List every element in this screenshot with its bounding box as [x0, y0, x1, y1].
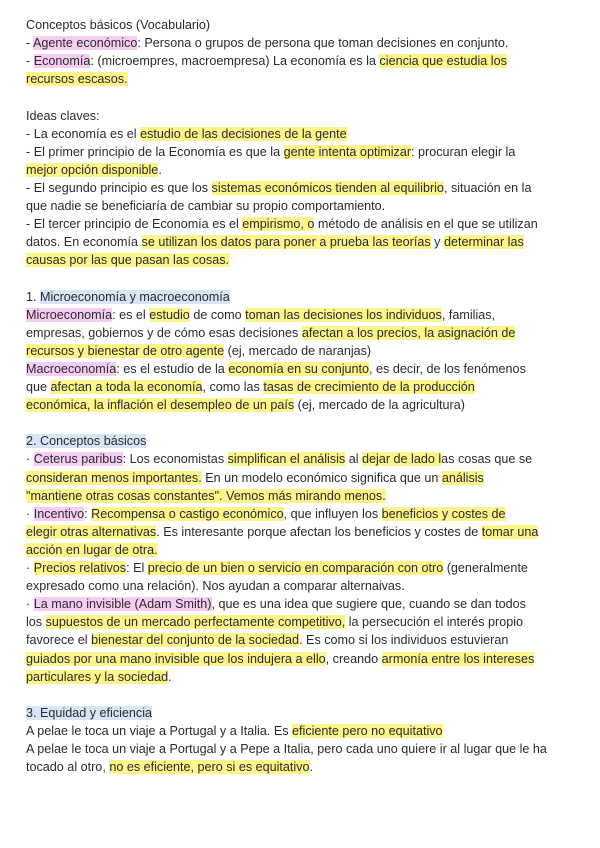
highlighted-text: beneficios y costes de	[381, 506, 506, 521]
plain-text: y	[430, 235, 444, 250]
text-line	[26, 722, 443, 740]
highlighted-text: Recompensa o castigo económico	[91, 506, 284, 521]
text-line	[26, 631, 508, 649]
plain-text: : El	[126, 561, 148, 575]
plain-text: : (microempres, macroempresa) La economía es la	[90, 54, 380, 69]
term-highlight: Economía	[33, 54, 91, 69]
plain-text: , que es una idea que sugiere que, cuando se dan todos	[211, 597, 526, 612]
term-highlight: La mano invisible (Adam Smith)	[33, 597, 212, 612]
highlighted-text: elegir otras alternativas	[26, 524, 157, 539]
text-line	[26, 251, 229, 269]
highlighted-text: "mantiene otras cosas constantes". Vemos más mirando menos.	[26, 488, 386, 503]
text-line	[26, 740, 547, 758]
plain-text: al	[345, 452, 363, 467]
highlighted-text: estudio	[149, 307, 190, 322]
text-line	[26, 541, 158, 559]
highlighted-text: análisis	[441, 470, 484, 485]
text-line	[26, 469, 484, 487]
term-highlight: Incentivo	[33, 506, 85, 521]
text-line	[26, 107, 100, 125]
text-line	[26, 16, 210, 34]
highlighted-text: precio de un bien o servicio en comparación con otro	[147, 561, 444, 575]
plain-text: En un modelo económico significa que un	[201, 470, 442, 485]
text-line	[26, 396, 465, 414]
text-line	[26, 179, 531, 197]
text-line	[26, 432, 146, 450]
text-line	[26, 650, 534, 668]
section-heading: Microeconomía y macroeconomía	[40, 289, 230, 304]
text-line	[26, 559, 528, 577]
plain-text: : es el estudio de la	[116, 361, 229, 376]
text-line	[26, 523, 538, 541]
plain-text: A pelae le toca un viaje a Portugal y a Italia. Es	[26, 723, 293, 738]
plain-text: ·	[26, 597, 34, 612]
plain-text: A pelae le toca un viaje a Portugal y a Pepe a Italia, pero cada uno quiere ir al lugar que le ha	[26, 742, 547, 756]
highlighted-text: acción en lugar de otra.	[26, 542, 158, 557]
plain-text: .	[158, 162, 162, 177]
term-highlight: Macroeconomía	[26, 361, 117, 376]
text-line	[26, 161, 162, 179]
plain-text: : Persona o grupos de persona que toman decisiones en conjunto.	[137, 36, 509, 51]
highlighted-text: determinar las	[443, 235, 524, 250]
highlighted-text: tomar una	[481, 524, 539, 539]
text-line	[26, 505, 506, 523]
text-line	[26, 613, 523, 631]
plain-text: Conceptos básicos (Vocabulario)	[26, 18, 211, 32]
plain-text: : Los economistas	[122, 452, 228, 467]
plain-text: :	[84, 506, 92, 521]
plain-text: ·	[26, 452, 34, 467]
highlighted-text: empirismo, o	[242, 217, 315, 232]
highlighted-text: tasas de crecimiento de la producción	[263, 380, 475, 394]
term-highlight: Ceterus paribus	[33, 452, 123, 467]
plain-text: expresado como una relación). Nos ayudan a comparar alternaivas.	[26, 579, 405, 594]
highlighted-text: Precios relativos	[33, 561, 127, 575]
term-highlight: Microeconomía	[26, 307, 113, 322]
text-line	[26, 143, 515, 161]
text-line	[26, 215, 538, 233]
plain-text: ·	[26, 561, 34, 575]
plain-text: - La economía es el	[26, 126, 141, 141]
plain-text: datos. En economía	[26, 235, 142, 250]
text-line	[26, 233, 524, 251]
section-heading: 2. Conceptos básicos	[26, 434, 147, 449]
plain-text: . Es como si los individuos estuvieran	[299, 633, 509, 648]
highlighted-text: se utilizan los datos para poner a prueba las teorías	[141, 235, 431, 250]
plain-text: que	[26, 380, 51, 394]
highlighted-text: económica, la inflación el desempleo de un país	[26, 398, 295, 413]
text-line	[26, 704, 152, 722]
highlighted-text: mejor opción disponible	[26, 162, 159, 177]
highlighted-text: recursos y bienestar de otro agente	[26, 343, 225, 358]
highlighted-text: particulares y la sociedad	[26, 669, 169, 684]
highlighted-text: ciencia que estudia los	[379, 54, 507, 69]
plain-text: -	[26, 54, 34, 69]
plain-text: los	[26, 615, 46, 630]
plain-text: - El segundo principio es que los	[26, 180, 212, 195]
plain-text: método de análisis en el que se utilizan	[314, 217, 538, 232]
plain-text: .	[168, 669, 172, 684]
plain-text: (ej, mercado de la agricultura)	[294, 398, 465, 413]
text-line	[26, 595, 526, 613]
text-line	[26, 758, 313, 776]
plain-text: ·	[26, 506, 34, 521]
highlighted-text: toman las decisiones los individuos	[245, 307, 442, 322]
plain-text: Ideas claves:	[26, 108, 100, 123]
highlighted-text: sistemas económicos tienden al equilibrio	[211, 180, 444, 195]
plain-text: , creando	[325, 651, 382, 666]
highlighted-text: afectan a los precios, la asignación de	[301, 325, 516, 340]
plain-text: favorece el	[26, 633, 92, 648]
text-line	[26, 487, 386, 505]
text-line	[26, 288, 230, 306]
highlighted-text: bienestar del conjunto de la sociedad	[91, 633, 300, 648]
plain-text: , familias,	[441, 307, 496, 322]
plain-text: - El primer principio de la Economía es que la	[26, 144, 284, 159]
plain-text: la persecución el interés propio	[345, 615, 524, 630]
plain-text: .	[309, 760, 314, 775]
highlighted-text: afectan a toda la economía	[50, 380, 203, 394]
text-line	[26, 70, 128, 88]
plain-text: (generalmente	[443, 561, 528, 575]
highlighted-text: armonía entre los intereses	[381, 651, 535, 666]
text-line	[26, 306, 495, 324]
text-line	[26, 342, 371, 360]
plain-text: que nadie se beneficiaría de cambiar su propio comportamiento.	[26, 199, 386, 213]
highlighted-text: supuestos de un mercado perfectamente competitivo,	[45, 615, 346, 630]
plain-text: , es decir, de los fenómenos	[369, 361, 526, 376]
text-line	[26, 324, 515, 342]
text-line	[26, 52, 507, 70]
plain-text: , situación en la	[443, 180, 532, 195]
highlighted-text: recursos escasos.	[26, 72, 128, 87]
text-line	[26, 360, 526, 378]
plain-text: : procuran elegir la	[411, 144, 516, 159]
plain-text: de como	[189, 307, 246, 322]
plain-text: (ej, mercado de naranjas)	[224, 343, 372, 358]
highlighted-text: gente intenta optimizar	[283, 144, 412, 159]
highlighted-text: economía en su conjunto	[228, 361, 370, 376]
text-line	[26, 450, 532, 468]
text-line	[26, 197, 385, 215]
term-highlight: Agente económico	[33, 36, 138, 51]
highlighted-text: no es eficiente, pero si es equitativo	[109, 760, 310, 775]
text-line	[26, 577, 405, 595]
highlighted-text: guiados por una mano invisible que los indujera a ello	[26, 651, 326, 666]
highlighted-text: consideran menos importantes.	[26, 470, 202, 485]
text-line	[26, 668, 172, 686]
plain-text: as cosas que se	[441, 452, 533, 467]
plain-text: , que influyen los	[283, 506, 382, 521]
plain-text: : es el	[112, 307, 150, 322]
plain-text: 1.	[26, 289, 41, 304]
plain-text: empresas, gobiernos y de cómo esas decisiones	[26, 325, 302, 340]
plain-text: , como las	[202, 380, 264, 394]
highlighted-text: eficiente pero no equitativo	[292, 723, 443, 738]
plain-text: . Es interesante porque afectan los beneficios y costes de	[156, 524, 482, 539]
text-line	[26, 378, 475, 396]
plain-text: -	[26, 36, 33, 51]
plain-text: tocado al otro,	[26, 760, 110, 775]
text-line	[26, 34, 508, 52]
section-heading: 3. Equidad y eficiencia	[26, 705, 153, 720]
text-line	[26, 125, 347, 143]
highlighted-text: simplifican el análisis	[227, 452, 346, 467]
highlighted-text: estudio de las decisiones de la gente	[140, 126, 347, 141]
highlighted-text: dejar de lado l	[362, 452, 442, 467]
plain-text: - El tercer principio de Economía es el	[26, 217, 243, 232]
highlighted-text: causas por las que pasan las cosas.	[26, 253, 230, 268]
